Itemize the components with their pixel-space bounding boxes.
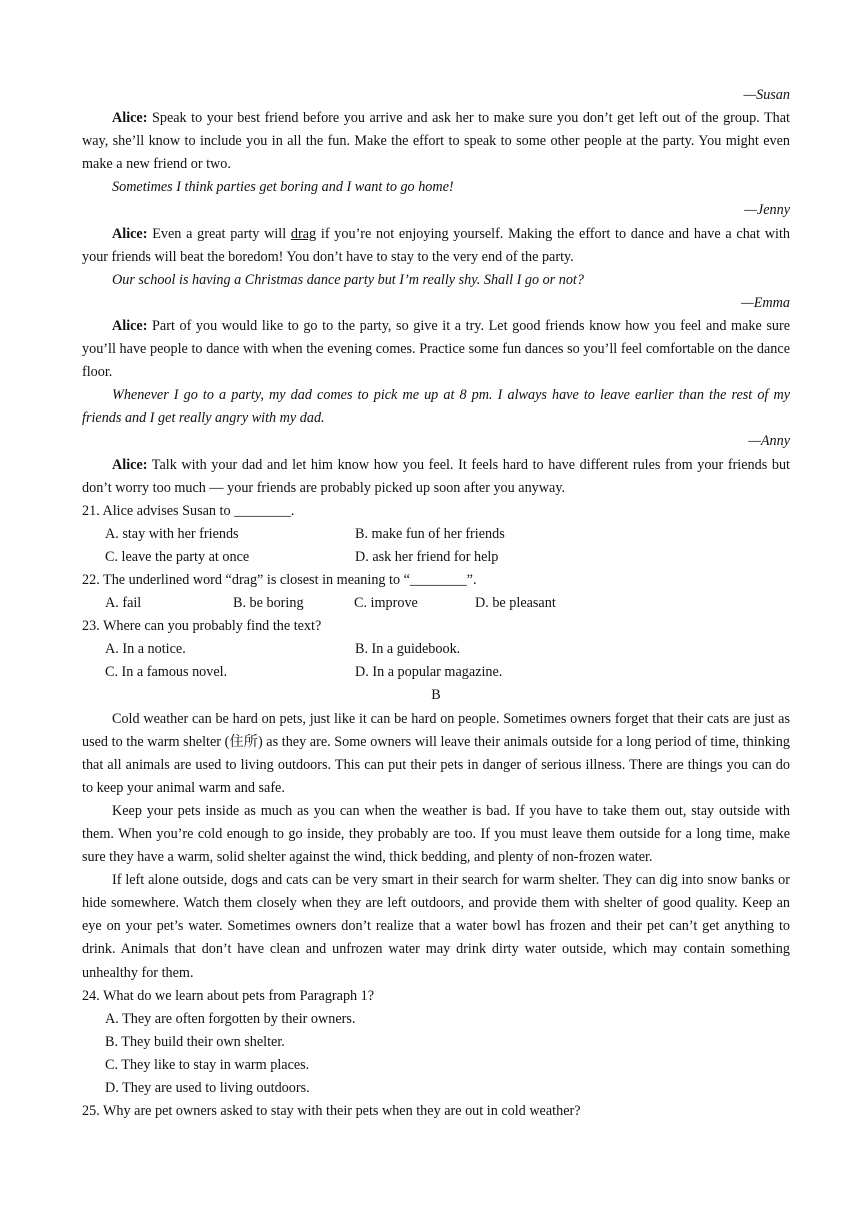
- option-b: B. They build their own shelter.: [105, 1033, 285, 1050]
- question-21-options-row-1: [82, 523, 790, 546]
- option-b: B. be boring: [233, 595, 304, 612]
- option-a: A. They are often forgotten by their owners.: [105, 1010, 356, 1027]
- passage-b-paragraph-3: If left alone outside, dogs and cats can be very smart in their search for warm shelter. They can dig into snow banks or hide somewhere. Watch them closely when they are left outdoors, and provide them with shelter of good quality. Keep an eye on your pet’s water. Sometimes owners don’t realize that a water bowl has frozen and their pet can’t get anything to drink. Animals that don’t have clean and unfrozen water may drink dirty water outside, which may contain something unhealthy for them.: [82, 872, 790, 981]
- question-23-stem: 23. Where can you probably find the text?: [82, 618, 322, 635]
- answer-text: if you’re not enjoying yourself. Making the effort to dance and have a chat with your friends will beat the boredom! You don’t have to stay to the very end of the party.: [82, 225, 790, 265]
- passage-b-paragraph-2: Keep your pets inside as much as you can when the weather is bad. If you have to take them out, stay outside with them. When you’re cold enough to go inside, they probably are too. If you must leave them outside for a long time, make sure they have a warm, solid shelter against the wind, thick bedding, and plenty of non-frozen water.: [82, 802, 790, 866]
- question-22-options: [82, 592, 790, 615]
- answer-paragraph-1: [82, 107, 790, 176]
- question-22-stem: 22. The underlined word “drag” is closest in meaning to “________”.: [82, 571, 477, 588]
- option-c: C. leave the party at once: [105, 548, 250, 565]
- letter-emma: Our school is having a Christmas dance party but I’m really shy. Shall I go or not?: [112, 271, 584, 288]
- speaker-label: Alice:: [112, 225, 148, 242]
- option-c: C. improve: [354, 595, 418, 612]
- option-a: A. stay with her friends: [105, 525, 239, 542]
- question-21-stem: 21. Alice advises Susan to ________.: [82, 502, 295, 519]
- option-d: D. They are used to living outdoors.: [105, 1080, 310, 1097]
- question-25-stem: 25. Why are pet owners asked to stay with their pets when they are out in cold weather?: [82, 1103, 581, 1120]
- question-23-options-row-1: [82, 638, 790, 661]
- option-d: D. be pleasant: [475, 595, 556, 612]
- answer-paragraph-2: [82, 223, 790, 269]
- underlined-word: drag: [290, 225, 317, 242]
- signature-jenny: —Jenny: [744, 202, 790, 219]
- answer-text: Even a great party will: [147, 225, 291, 242]
- letter-anny: Whenever I go to a party, my dad comes to pick me up at 8 pm. I always have to leave earlier than the rest of my friends and I get really angry with my dad.: [82, 387, 790, 427]
- signature-anny: —Anny: [748, 433, 790, 450]
- answer-paragraph-4: [82, 454, 790, 500]
- option-c: C. They like to stay in warm places.: [105, 1056, 310, 1073]
- speaker-label: Alice:: [112, 456, 148, 473]
- answer-text: Speak to your best friend before you arrive and ask her to make sure you don’t get left out of the group. That way, she’ll know to include you in all the fun. Make the effort to speak to some other people at the party. You might even make a new friend or two.: [82, 110, 790, 173]
- speaker-label: Alice:: [112, 110, 148, 127]
- option-b: B. In a guidebook.: [355, 641, 461, 658]
- option-b: B. make fun of her friends: [355, 525, 505, 542]
- signature-susan: —Susan: [743, 87, 790, 103]
- answer-text: Talk with your dad and let him know how you feel. It feels hard to have different rules from your friends but don’t worry too much — your friends are probably picked up soon after you anyway.: [82, 456, 790, 496]
- option-c: C. In a famous novel.: [105, 664, 228, 681]
- option-a: A. fail: [105, 595, 142, 612]
- option-a: A. In a notice.: [105, 641, 186, 658]
- question-24-stem: 24. What do we learn about pets from Paragraph 1?: [82, 987, 375, 1004]
- question-23-options-row-2: [82, 661, 790, 684]
- question-21-options-row-2: [82, 546, 790, 569]
- section-heading-b: B: [431, 687, 441, 704]
- letter-jenny: Sometimes I think parties get boring and I want to go home!: [112, 179, 454, 196]
- answer-paragraph-3: [82, 315, 790, 384]
- signature-emma: —Emma: [741, 294, 790, 311]
- option-d: D. ask her friend for help: [355, 548, 499, 565]
- option-d: D. In a popular magazine.: [355, 664, 503, 681]
- speaker-label: Alice:: [112, 317, 148, 334]
- answer-text: Part of you would like to go to the party, so give it a try. Let good friends know how you feel and make sure you’ll have people to dance with when the evening comes. Practice some fun dances so you’ll feel comfortable on the dance floor.: [82, 317, 790, 381]
- passage-b-paragraph-1: Cold weather can be hard on pets, just like it can be hard on people. Sometimes owners forget that their cats are just as used to the warm shelter (住所) as they are. Some owners will leave their animals outside for a long period of time, thinking that all animals are used to living outdoors. This can put their pets in danger of serious illness. There are things you can do to keep your animal warm and safe.: [82, 710, 790, 796]
